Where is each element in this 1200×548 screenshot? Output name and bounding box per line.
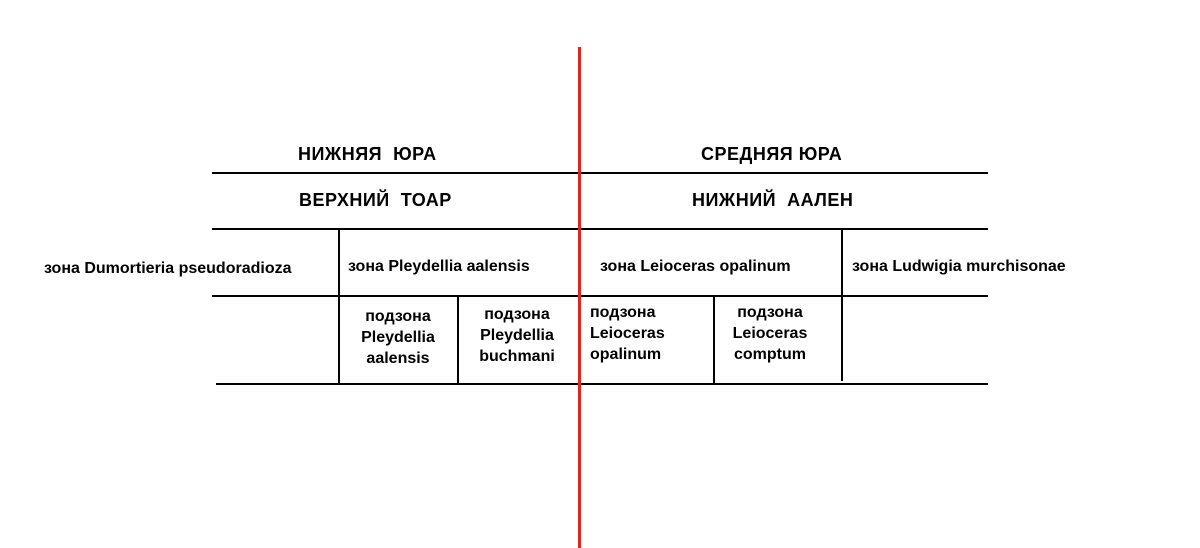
col-line-zone-3	[841, 229, 843, 381]
subzone-word: подзона	[737, 304, 803, 321]
subzone-pleydellia-buchmani	[458, 304, 576, 367]
subzone-species: opalinum	[590, 346, 662, 363]
zone-dumortieria-pseudoradioza: зона Dumortieria pseudoradioza	[44, 260, 292, 277]
jurassic-boundary-line	[578, 47, 581, 548]
period-lower-jurassic: НИЖНЯЯ ЮРА	[298, 144, 437, 164]
subzone-leioceras-comptum	[714, 302, 826, 365]
row-line-stage-bottom	[212, 228, 988, 230]
stage-upper-toarcian: ВЕРХНИЙ ТОАР	[299, 190, 452, 210]
subzone-word: подзона	[365, 308, 431, 325]
subzone-word: подзона	[484, 306, 550, 323]
row-line-subzone-bottom	[216, 383, 988, 385]
subzone-genus: Leioceras	[732, 325, 808, 342]
subzone-genus: Leioceras	[590, 325, 665, 342]
subzone-genus: Pleydellia	[361, 329, 435, 346]
row-line-top	[212, 172, 988, 174]
period-middle-jurassic: СРЕДНЯЯ ЮРА	[701, 144, 843, 164]
subzone-leioceras-opalinum	[590, 302, 665, 365]
row-line-zone-bottom	[212, 295, 988, 297]
subzone-species: buchmani	[479, 348, 555, 365]
zone-ludwigia-murchisonae: зона Ludwigia murchisonae	[852, 258, 1066, 275]
subzone-word: подзона	[590, 304, 656, 321]
zone-pleydellia-aalensis: зона Pleydellia aalensis	[348, 258, 530, 275]
zone-leioceras-opalinum: зона Leioceras opalinum	[600, 258, 791, 275]
subzone-species: aalensis	[366, 350, 430, 367]
subzone-pleydellia-aalensis	[338, 306, 458, 369]
subzone-genus: Pleydellia	[480, 327, 554, 344]
subzone-species: comptum	[734, 346, 806, 363]
stage-lower-aalenian: НИЖНИЙ ААЛЕН	[692, 190, 854, 210]
